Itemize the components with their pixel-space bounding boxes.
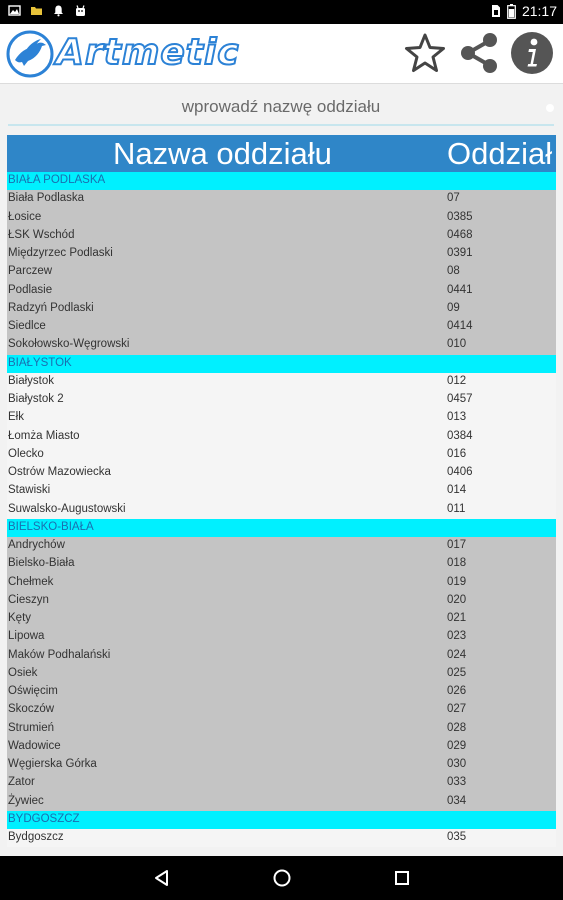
branch-name: Podlasie	[8, 283, 53, 296]
branch-name: Zator	[8, 776, 35, 789]
table-row[interactable]	[7, 245, 556, 263]
table-row[interactable]	[7, 209, 556, 227]
branch-code: 011	[447, 502, 466, 515]
branch-code: 029	[447, 739, 467, 752]
share-button[interactable]	[456, 30, 502, 76]
table-row[interactable]	[7, 738, 556, 756]
branch-code: 020	[447, 593, 467, 606]
pigeon-logo-icon	[6, 30, 54, 78]
branch-name: Andrychów	[8, 539, 65, 551]
search-input[interactable]	[8, 92, 554, 122]
table-row[interactable]	[7, 701, 556, 719]
branch-name: Lipowa	[8, 630, 45, 643]
branch-name: Kęty	[8, 612, 32, 624]
table-header	[7, 135, 556, 172]
branch-name: Węgierska Górka	[8, 758, 97, 770]
android-icon	[74, 4, 87, 17]
search-indicator	[546, 104, 554, 112]
branch-code: 012	[447, 374, 467, 387]
branch-name: Skoczów	[8, 703, 55, 716]
info-icon	[509, 30, 555, 76]
branch-name: Osiek	[8, 666, 38, 679]
table-row[interactable]	[7, 647, 556, 665]
star-icon	[403, 31, 447, 75]
table-row[interactable]	[7, 318, 556, 336]
branch-name: Parczew	[8, 265, 53, 278]
app-bar	[0, 24, 563, 84]
table-row[interactable]	[7, 282, 556, 300]
region-row	[7, 519, 556, 537]
column-header-code: Oddział	[447, 136, 553, 171]
table-row[interactable]	[7, 537, 556, 555]
back-icon	[152, 868, 172, 888]
table-row[interactable]	[7, 665, 556, 683]
branch-code: 023	[447, 630, 467, 643]
region-label: BYDGOSZCZ	[8, 812, 80, 825]
branch-name: Łosice	[8, 210, 42, 223]
branch-code: 034	[447, 794, 467, 807]
table-row[interactable]	[7, 555, 556, 573]
region-label: BIAŁYSTOK	[8, 356, 72, 369]
branch-name: ŁSK Wschód	[8, 228, 75, 241]
notification-icons	[8, 4, 87, 17]
table-row[interactable]	[7, 373, 556, 391]
branch-code: 035	[447, 831, 467, 843]
battery-icon	[507, 4, 516, 19]
branch-code: 027	[447, 703, 467, 716]
branch-code: 07	[447, 192, 460, 205]
branch-name: Suwalsko-Augustowski	[8, 502, 126, 515]
branch-code: 0441	[447, 283, 473, 296]
region-label: BIELSKO-BIAŁA	[8, 520, 94, 533]
branch-name: Wadowice	[8, 739, 61, 752]
branch-name: Łomża Miasto	[8, 429, 80, 442]
table-row[interactable]	[7, 409, 556, 427]
table-row[interactable]	[7, 683, 556, 701]
branch-code: 019	[447, 575, 467, 588]
branch-name: Olecko	[8, 447, 44, 460]
region-row	[7, 811, 556, 829]
branch-code: 021	[447, 612, 467, 624]
info-button[interactable]	[509, 30, 555, 76]
branch-code: 010	[447, 338, 467, 351]
branch-code: 0385	[447, 210, 473, 223]
branch-code: 024	[447, 648, 467, 661]
region-row	[7, 172, 556, 190]
table-row[interactable]	[7, 628, 556, 646]
branch-name: Biała Podlaska	[8, 192, 85, 205]
branch-code: 033	[447, 776, 467, 789]
branch-name: Cieszyn	[8, 593, 49, 606]
image-icon	[8, 4, 21, 17]
branch-name: Żywiec	[8, 794, 44, 807]
branch-code: 018	[447, 557, 467, 570]
table-row[interactable]	[7, 610, 556, 628]
home-icon	[271, 867, 293, 889]
table-row[interactable]	[7, 756, 556, 774]
table-row[interactable]	[7, 482, 556, 500]
region-row	[7, 355, 556, 373]
branch-name: Międzyrzec Podlaski	[8, 247, 113, 259]
branch-code: 0414	[447, 320, 473, 332]
table-row[interactable]	[7, 391, 556, 409]
region-label: BIAŁA PODLASKA	[8, 174, 106, 186]
branch-code: 0406	[447, 466, 473, 478]
branch-code: 030	[447, 758, 467, 770]
table-row[interactable]	[7, 300, 556, 318]
favorite-button[interactable]	[402, 30, 448, 76]
branch-name: Siedlce	[8, 320, 46, 332]
table-row[interactable]	[7, 592, 556, 610]
app-name: Artmetic	[56, 32, 240, 73]
share-icon	[457, 31, 501, 75]
branch-name: Strumień	[8, 721, 55, 734]
table-row[interactable]	[7, 720, 556, 738]
status-right	[491, 3, 557, 19]
table-body	[7, 172, 556, 847]
column-header-name: Nazwa oddziału	[113, 136, 332, 171]
back-button[interactable]	[150, 866, 174, 890]
table-row[interactable]	[7, 501, 556, 519]
sim-icon	[491, 4, 501, 18]
table-row[interactable]	[7, 428, 556, 446]
branch-name: Bielsko-Biała	[8, 557, 75, 570]
branch-name: Stawiski	[8, 484, 51, 497]
table-row[interactable]	[7, 336, 556, 354]
branch-code: 025	[447, 666, 467, 679]
branch-code: 0391	[447, 247, 473, 259]
notification-bell-icon	[52, 4, 65, 17]
branch-code: 028	[447, 721, 467, 734]
branch-code: 0384	[447, 429, 473, 442]
branch-name: Białystok	[8, 374, 55, 387]
table-row[interactable]	[7, 774, 556, 792]
branch-name: Radzyń Podlaski	[8, 301, 94, 314]
branch-name: Chełmek	[8, 575, 54, 588]
branch-code: 0457	[447, 393, 473, 405]
branch-name: Bydgoszcz	[8, 831, 64, 843]
branch-code: 08	[447, 265, 460, 278]
table-row[interactable]	[7, 227, 556, 245]
branch-name: Ełk	[8, 411, 24, 424]
search-field[interactable]	[8, 92, 554, 126]
folder-icon	[30, 4, 43, 17]
branch-code: 0468	[447, 228, 473, 241]
branch-code: 014	[447, 484, 467, 497]
branch-name: Ostrów Mazowiecka	[8, 466, 111, 478]
branch-code: 017	[447, 539, 467, 551]
branch-code: 09	[447, 301, 460, 314]
branch-code: 016	[447, 447, 467, 460]
table-row[interactable]	[7, 793, 556, 811]
status-bar	[0, 0, 563, 24]
table-row[interactable]	[7, 574, 556, 592]
table-row[interactable]	[7, 464, 556, 482]
recent-apps-button[interactable]	[390, 866, 414, 890]
branch-table	[7, 135, 556, 853]
branch-name: Maków Podhalański	[8, 648, 111, 661]
home-button[interactable]	[270, 866, 294, 890]
branch-code: 013	[447, 411, 467, 424]
table-row[interactable]	[7, 829, 556, 847]
recent-apps-icon	[392, 868, 412, 888]
clock: 21:17	[521, 3, 557, 19]
table-row[interactable]	[7, 190, 556, 208]
branch-name: Oświęcim	[8, 685, 58, 697]
branch-code: 026	[447, 685, 467, 697]
branch-name: Białystok 2	[8, 393, 64, 405]
table-row[interactable]	[7, 446, 556, 464]
branch-name: Sokołowsko-Węgrowski	[8, 338, 130, 351]
table-row[interactable]	[7, 263, 556, 281]
navigation-bar	[0, 856, 563, 900]
